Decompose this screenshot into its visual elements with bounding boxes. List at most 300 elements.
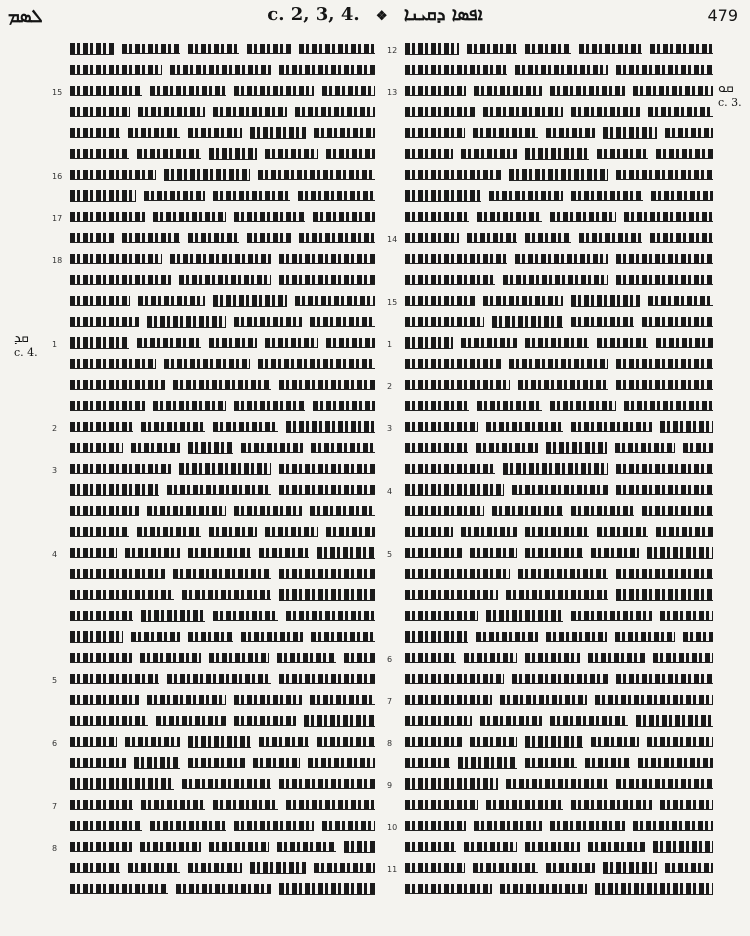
text-line [387, 416, 713, 437]
syriac-word-group [616, 254, 713, 264]
text-line [405, 584, 713, 605]
syriac-word-group [647, 737, 713, 747]
syriac-word-group [489, 191, 563, 201]
syriac-word-group [597, 338, 648, 348]
syriac-word-group [653, 841, 713, 853]
syriac-word-group [405, 674, 504, 684]
syriac-word-group [258, 170, 375, 180]
syriac-word-group [656, 149, 713, 159]
line-number: 8 [387, 739, 393, 748]
text-line [405, 143, 713, 164]
syriac-word-group [461, 338, 517, 348]
line-number: 6 [387, 655, 393, 664]
syriac-word-group [295, 296, 375, 306]
syriac-word-group [70, 800, 133, 810]
syriac-word-group [344, 841, 375, 853]
syriac-word-group [213, 295, 287, 307]
syriac-word-group [615, 443, 675, 453]
text-line [405, 626, 713, 647]
line-number: 11 [387, 865, 398, 874]
margin-script: ܩܘ [718, 80, 734, 96]
text-line [52, 248, 375, 269]
syriac-word-group [70, 569, 165, 579]
syriac-word-group [638, 758, 713, 768]
syriac-word-group [405, 569, 510, 579]
page-header [0, 0, 750, 32]
syriac-word-group [597, 149, 648, 159]
text-line [52, 794, 375, 815]
syriac-word-group [571, 422, 652, 432]
syriac-word-group [310, 506, 375, 516]
text-line [70, 563, 375, 584]
text-line [70, 101, 375, 122]
syriac-word-group [70, 149, 129, 159]
syriac-word-group [616, 65, 713, 75]
syriac-word-group [470, 548, 517, 558]
syriac-word-group [405, 737, 462, 747]
syriac-word-group [138, 296, 205, 306]
syriac-word-group [70, 296, 130, 306]
syriac-word-group [147, 506, 226, 516]
syriac-word-group [164, 359, 250, 369]
syriac-word-group [122, 44, 180, 54]
syriac-word-group [70, 107, 130, 117]
line-number: 3 [52, 466, 58, 475]
syriac-word-group [279, 589, 375, 601]
syriac-word-group [70, 317, 139, 327]
syriac-word-group [234, 695, 302, 705]
syriac-word-group [405, 212, 469, 222]
syriac-word-group [317, 737, 375, 747]
syriac-word-group [515, 254, 608, 264]
syriac-word-group [70, 128, 120, 138]
text-line [70, 290, 375, 311]
syriac-word-group [144, 191, 205, 201]
syriac-word-group [258, 359, 375, 369]
syriac-word-group [188, 632, 233, 642]
syriac-word-group [467, 44, 517, 54]
running-title: ܐܦܣܐ ܕܩܝܢܐ [403, 4, 483, 25]
text-line [52, 80, 375, 101]
syriac-word-group [503, 275, 608, 285]
syriac-word-group [70, 653, 132, 663]
syriac-word-group [141, 800, 205, 810]
text-line [405, 311, 713, 332]
syriac-word-group [616, 275, 713, 285]
text-line [405, 752, 713, 773]
syriac-word-group [525, 148, 589, 160]
syriac-word-group [405, 548, 462, 558]
syriac-word-group [70, 190, 136, 202]
syriac-word-group [150, 821, 226, 831]
syriac-word-group [317, 547, 375, 559]
syriac-word-group [70, 170, 156, 180]
syriac-word-group [70, 275, 171, 285]
text-line [70, 815, 375, 836]
syriac-word-group [405, 863, 465, 873]
syriac-word-group [405, 653, 456, 663]
syriac-word-group [473, 863, 538, 873]
syriac-word-group [525, 736, 583, 748]
syriac-word-group [259, 737, 309, 747]
syriac-word-group [259, 548, 309, 558]
line-number: 15 [52, 88, 63, 97]
header-catchword: ܠܣܡ [8, 6, 43, 27]
text-line [70, 227, 375, 248]
syriac-word-group [405, 821, 466, 831]
syriac-word-group [234, 212, 305, 222]
syriac-word-group [683, 632, 713, 642]
syriac-word-group [167, 485, 271, 495]
line-number: 6 [52, 739, 58, 748]
syriac-word-group [153, 401, 226, 411]
syriac-word-group [70, 65, 162, 75]
syriac-word-group [405, 506, 484, 516]
text-line [405, 395, 713, 416]
syriac-word-group [616, 674, 713, 684]
syriac-word-group [550, 86, 625, 96]
margin-section: c. 3. [718, 96, 742, 109]
line-number: 15 [387, 298, 398, 307]
syriac-word-group [525, 548, 583, 558]
syriac-word-group [70, 506, 139, 516]
text-line [70, 857, 375, 878]
text-line [52, 332, 375, 353]
text-line [405, 878, 713, 899]
text-line [387, 227, 713, 248]
syriac-word-group [70, 695, 139, 705]
text-line [52, 668, 375, 689]
syriac-word-group [506, 590, 608, 600]
syriac-word-group [147, 695, 226, 705]
text-column-right [387, 38, 713, 899]
page-number: 479 [707, 6, 738, 25]
syriac-word-group [597, 527, 648, 537]
syriac-word-group [405, 716, 472, 726]
syriac-word-group [464, 653, 517, 663]
syriac-word-group [70, 484, 159, 496]
syriac-word-group [405, 464, 495, 474]
text-line [70, 878, 375, 899]
text-line [52, 164, 375, 185]
text-line [70, 710, 375, 731]
syriac-word-group [209, 527, 257, 537]
syriac-word-group [310, 695, 375, 705]
syriac-word-group [571, 611, 652, 621]
syriac-word-group [660, 611, 713, 621]
text-line [405, 437, 713, 458]
syriac-word-group [279, 779, 375, 789]
line-number: 17 [52, 214, 63, 223]
syriac-word-group [137, 338, 201, 348]
syriac-word-group [656, 527, 713, 537]
syriac-word-group [492, 506, 563, 516]
syriac-word-group [182, 779, 271, 789]
syriac-word-group [616, 485, 713, 495]
line-number: 1 [387, 340, 393, 349]
syriac-word-group [603, 862, 657, 874]
text-line [387, 80, 713, 101]
syriac-word-group [125, 737, 180, 747]
syriac-word-group [458, 757, 517, 769]
syriac-word-group [624, 401, 713, 411]
syriac-word-group [241, 632, 303, 642]
syriac-word-group [295, 107, 375, 117]
syriac-word-group [279, 485, 375, 495]
syriac-word-group [134, 757, 180, 769]
syriac-word-group [326, 149, 375, 159]
syriac-word-group [405, 107, 475, 117]
margin-script: ܩܕ [14, 330, 29, 346]
ornament-icon: ❖ [375, 9, 388, 24]
syriac-word-group [141, 610, 205, 622]
syriac-word-group [405, 128, 465, 138]
syriac-word-group [461, 149, 517, 159]
syriac-word-group [279, 464, 375, 474]
syriac-word-group [470, 737, 517, 747]
syriac-word-group [405, 527, 453, 537]
syriac-word-group [265, 527, 318, 537]
syriac-word-group [122, 233, 180, 243]
syriac-word-group [70, 821, 142, 831]
syriac-word-group [188, 44, 239, 54]
syriac-word-group [170, 65, 271, 75]
syriac-word-group [405, 758, 450, 768]
syriac-word-group [128, 128, 180, 138]
text-line [52, 731, 375, 752]
syriac-word-group [70, 527, 129, 537]
syriac-word-group [213, 800, 278, 810]
syriac-word-group [213, 611, 278, 621]
syriac-word-group [70, 842, 132, 852]
syriac-word-group [405, 484, 504, 496]
syriac-word-group [650, 233, 713, 243]
syriac-word-group [616, 380, 713, 390]
syriac-word-group [70, 233, 114, 243]
text-line [405, 836, 713, 857]
text-line [387, 332, 713, 353]
syriac-word-group [636, 715, 713, 727]
text-line [405, 500, 713, 521]
syriac-word-group [70, 401, 145, 411]
syriac-word-group [405, 778, 498, 790]
syriac-word-group [571, 800, 652, 810]
syriac-word-group [474, 86, 542, 96]
line-number: 4 [387, 487, 393, 496]
syriac-word-group [70, 737, 117, 747]
running-head [0, 4, 750, 25]
syriac-word-group [665, 128, 713, 138]
syriac-word-group [476, 632, 538, 642]
syriac-word-group [595, 695, 713, 705]
syriac-word-group [131, 443, 180, 453]
text-line [70, 479, 375, 500]
text-line [387, 290, 713, 311]
syriac-word-group [314, 128, 375, 138]
text-line [52, 836, 375, 857]
syriac-word-group [500, 884, 587, 894]
syriac-word-group [665, 863, 713, 873]
syriac-word-group [170, 254, 271, 264]
syriac-word-group [464, 842, 517, 852]
syriac-word-group [265, 338, 318, 348]
syriac-word-group [405, 43, 459, 55]
line-number: 7 [387, 697, 393, 706]
syriac-word-group [405, 65, 507, 75]
syriac-word-group [486, 610, 563, 622]
syriac-word-group [571, 317, 634, 327]
syriac-word-group [209, 842, 269, 852]
syriac-word-group [405, 401, 469, 411]
syriac-word-group [579, 233, 642, 243]
syriac-word-group [525, 44, 571, 54]
text-line [387, 374, 713, 395]
syriac-word-group [70, 590, 174, 600]
syriac-word-group [506, 779, 608, 789]
syriac-word-group [486, 800, 563, 810]
syriac-word-group [234, 716, 296, 726]
syriac-word-group [234, 86, 314, 96]
syriac-word-group [298, 191, 375, 201]
syriac-word-group [70, 254, 162, 264]
syriac-word-group [213, 422, 278, 432]
syriac-word-group [616, 589, 713, 601]
line-number: 5 [387, 550, 393, 559]
syriac-word-group [265, 149, 318, 159]
syriac-word-group [277, 653, 336, 663]
syriac-word-group [648, 296, 713, 306]
text-line [405, 710, 713, 731]
line-number: 8 [52, 844, 58, 853]
text-column-left [52, 38, 375, 899]
syriac-word-group [405, 296, 475, 306]
syriac-word-group [173, 380, 271, 390]
syriac-word-group [313, 401, 375, 411]
syriac-word-group [483, 107, 563, 117]
syriac-word-group [70, 443, 123, 453]
syriac-word-group [250, 127, 306, 139]
syriac-word-group [176, 884, 271, 894]
syriac-word-group [588, 842, 645, 852]
syriac-word-group [525, 527, 589, 537]
text-line [387, 38, 713, 59]
syriac-word-group [512, 485, 608, 495]
syriac-word-group [405, 695, 492, 705]
text-line [405, 353, 713, 374]
syriac-word-group [70, 778, 174, 790]
syriac-word-group [156, 716, 226, 726]
line-number: 3 [387, 424, 393, 433]
text-line [70, 626, 375, 647]
syriac-word-group [326, 527, 375, 537]
syriac-word-group [476, 443, 538, 453]
syriac-word-group [173, 569, 271, 579]
line-number: 2 [52, 424, 58, 433]
syriac-word-group [188, 233, 239, 243]
text-line [70, 584, 375, 605]
syriac-word-group [525, 758, 577, 768]
text-line [70, 374, 375, 395]
syriac-word-group [405, 884, 492, 894]
text-line [405, 122, 713, 143]
text-line [387, 542, 713, 563]
syriac-word-group [70, 631, 123, 643]
syriac-word-group [633, 86, 713, 96]
syriac-word-group [70, 86, 142, 96]
syriac-word-group [546, 632, 607, 642]
syriac-word-group [642, 506, 713, 516]
syriac-word-group [571, 295, 640, 307]
syriac-word-group [579, 44, 642, 54]
syriac-word-group [322, 821, 375, 831]
syriac-word-group [595, 883, 713, 895]
text-line [70, 437, 375, 458]
syriac-word-group [209, 338, 257, 348]
line-number: 2 [387, 382, 393, 391]
line-number: 14 [387, 235, 398, 244]
syriac-word-group [153, 212, 226, 222]
chapter-reference: c. 2, 3, 4. [267, 4, 360, 25]
syriac-word-group [234, 821, 314, 831]
syriac-word-group [571, 107, 640, 117]
syriac-word-group [474, 821, 542, 831]
syriac-word-group [70, 758, 126, 768]
text-line [52, 458, 375, 479]
syriac-word-group [467, 233, 517, 243]
syriac-word-group [405, 590, 498, 600]
syriac-word-group [279, 254, 375, 264]
text-line [405, 269, 713, 290]
line-number: 13 [387, 88, 398, 97]
syriac-word-group [615, 632, 675, 642]
syriac-word-group [571, 506, 634, 516]
syriac-word-group [247, 233, 291, 243]
syriac-word-group [70, 212, 145, 222]
syriac-word-group [150, 86, 226, 96]
syriac-word-group [188, 128, 242, 138]
syriac-word-group [304, 715, 375, 727]
syriac-word-group [167, 674, 271, 684]
text-line [387, 857, 713, 878]
text-line [405, 59, 713, 80]
line-number: 5 [52, 676, 58, 685]
syriac-word-group [137, 527, 201, 537]
syriac-word-group [405, 275, 495, 285]
syriac-word-group [70, 464, 171, 474]
syriac-word-group [322, 86, 375, 96]
syriac-word-group [483, 296, 563, 306]
syriac-word-group [591, 548, 639, 558]
syriac-word-group [405, 611, 478, 621]
syriac-word-group [234, 401, 305, 411]
syriac-word-group [70, 674, 159, 684]
syriac-word-group [405, 800, 478, 810]
syriac-word-group [642, 317, 713, 327]
syriac-word-group [405, 359, 501, 369]
text-line [405, 164, 713, 185]
syriac-word-group [518, 380, 608, 390]
syriac-word-group [405, 842, 456, 852]
syriac-word-group [147, 316, 226, 328]
syriac-word-group [647, 547, 713, 559]
line-number: 12 [387, 46, 398, 55]
text-line [52, 206, 375, 227]
text-line [387, 689, 713, 710]
line-number: 18 [52, 256, 63, 265]
syriac-word-group [188, 548, 251, 558]
syriac-word-group [179, 275, 271, 285]
syriac-word-group [310, 317, 375, 327]
